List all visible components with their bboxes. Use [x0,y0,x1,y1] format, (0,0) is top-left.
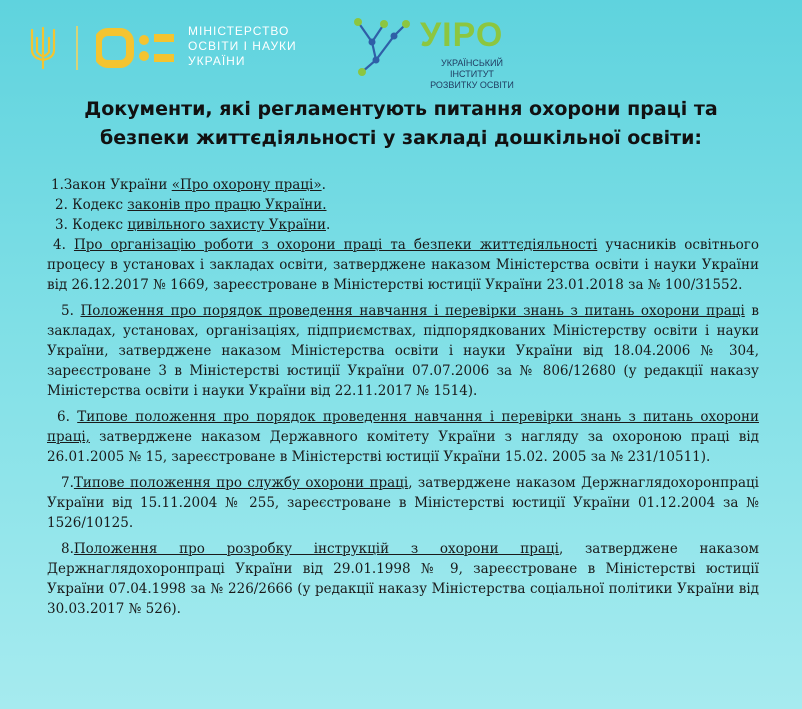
item-suffix: . [325,217,331,233]
document-list [47,175,759,619]
list-item-8 [47,539,759,619]
item-prefix: 5. [61,303,81,319]
header [0,0,802,90]
item-link[interactable]: Положення про розробку інструкцій з охорони праці [73,541,559,557]
item-prefix: 6. [57,409,78,425]
item-suffix: , затверджене наказом Держнаглядохоронпраці України від 15.11.2004 № 255, зареєстроване в Міністерстві юстиції України 01.12.2004 за № 1526/10125. [47,475,759,531]
ministry-line-3: УКРАЇНИ [188,54,246,68]
title-line-1: Документи, які регламентують питання охорони праці та [84,98,718,120]
item-suffix: в закладах, установах, організаціях, підприємствах, підпорядкованих Міністерству освіти і науки України, затверджене наказом Міністерства освіти і науки України від 18.04.2006 № 304, зареєстроване 3 в Міністерстві юстиції України 07.07.2006 за № 806/12680 (у редакції наказу Міністерства освіти і науки України від 22.11.2017 № 1514). [47,303,759,399]
institute-sub-line-1: УКРАЇНСЬКИЙ ІНСТИТУТ [441,58,503,79]
item-prefix: 8. [61,541,74,557]
uipro-network-icon [350,14,414,78]
item-link[interactable]: «Про охорону праці» [171,177,322,193]
trident-icon [28,24,58,70]
list-item-7 [47,473,759,533]
list-item-1 [47,175,759,195]
ministry-name [188,24,297,69]
item-link[interactable]: Положення про порядок проведення навчання і перевірки знань з питань охорони праці [80,303,745,319]
item-prefix: 7. [61,475,74,491]
institute-sub-line-2: РОЗВИТКУ ОСВІТИ [430,80,514,90]
ministry-logo-icon [96,28,178,68]
item-link[interactable]: законів про працю України. [127,197,327,213]
list-item-6 [47,407,759,467]
item-link[interactable]: Типове положення про службу охорони праці [73,475,409,491]
item-link[interactable]: Типове положення про порядок проведення навчання і перевірки знань з питань охорони праці, [47,409,759,445]
item-suffix: . [321,177,326,193]
item-suffix: учасників освітнього процесу в установах і закладах освіти, затверджене наказом Міністерства освіти і науки України від 26.12.2017 № 1669, зареєстроване в Міністерстві юстиції України 23.01.2018 за № 100/31552. [47,237,759,293]
ministry-line-2: ОСВІТИ І НАУКИ [188,39,297,53]
header-divider [76,26,78,70]
item-suffix: затверджене наказом Державного комітету України з нагляду за охороною праці від 26.01.2005 № 15, зареєстроване в Міністерстві юстиції України 15.02. 2005 за № 231/10511). [47,429,759,465]
list-item-2 [47,195,759,215]
list-item-4 [47,235,759,295]
item-prefix: 2. Кодекс [55,197,128,213]
list-item-3 [47,215,759,235]
title-line-2: безпеки життєдіяльності у закладі дошкільної освіти: [99,127,703,149]
item-link[interactable]: Про організацію роботи з охорони праці та безпеки життєдіяльності [73,237,598,253]
page-title [40,95,762,153]
ministry-line-1: МІНІСТЕРСТВО [188,24,290,38]
item-suffix: , затверджене наказом Держнаглядохоронпраці України від 29.01.1998 № 9, зареєстроване в Міністерстві юстиції України 07.04.1998 за № 226/2666 (у редакції наказу Міністерства соціальної політики України від 30.03.2017 № 526). [47,541,760,617]
item-prefix: 3. Кодекс [55,217,128,233]
institute-name: УІРО [420,16,504,54]
item-prefix: 1.Закон України [51,177,172,193]
list-item-5 [47,301,759,401]
institute-subtitle [420,58,524,91]
item-prefix: 4. [53,237,74,253]
item-link[interactable]: цивільного захисту України [127,217,326,233]
